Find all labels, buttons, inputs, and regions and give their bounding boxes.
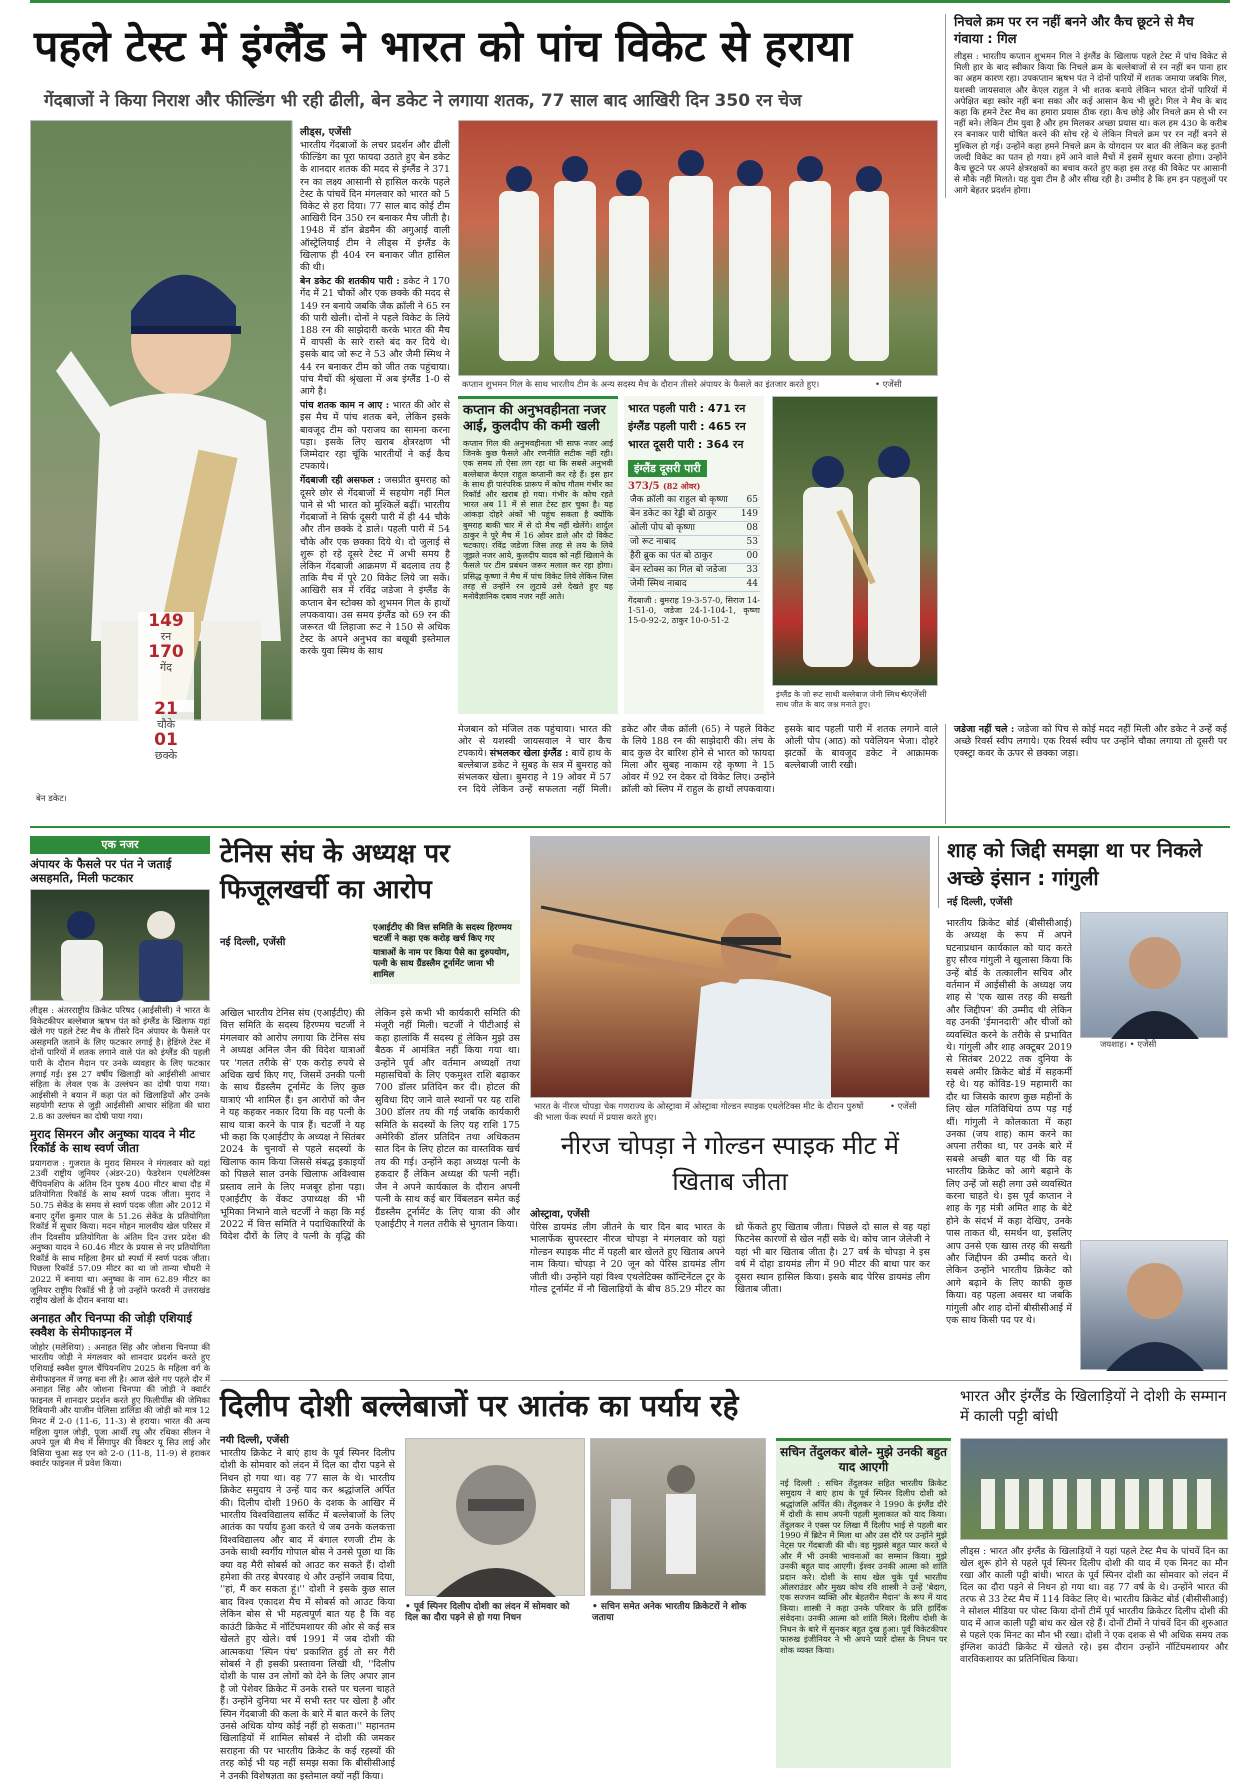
stat-balls: 170 — [148, 642, 184, 662]
scorecard-runs: 53 — [746, 537, 758, 547]
ganguly-body: भारतीय क्रिकेट बोर्ड (बीसीसीआई) के अध्यक्ष के रूप में अपने घटनाप्रधान कार्यकाल को याद करते हुए सौरव गांगुली ने खुलासा किया कि उन्हें बोर्ड के तत्कालीन सचिव और वर्तमान में आईसीसी के अध्यक्ष जय शाह से 'एक खास तरह की सख्ती और जिद्दीपन' की उम्मीद थी लेकिन वह उनकी 'ईमानदारी' और चीजों को व्यवस्थित करने के तरीके से प्रभावित थे। गांगुली और शाह अक्टूबर 2019 से सितंबर 2022 तक दुनिया के सबसे अमीर क्रिकेट बोर्ड में सहकर्मी रहे थे। यह कोविड-19 महामारी का दौर था जिसके कारण कुछ महीनों के लिए खेल गतिविधियां ठप्प पड़ गई थीं। गांगुली ने कोलकाता में कहा उनका (जय शाह) काम करने का अपना तरीका था, पर उनके बारे में सबसे अच्छी बात यह थी कि वह भारतीय क्रिकेट को आगे बढ़ाने के लिए उन्हें जो सही लगा उसे व्यवस्थित करना चाहते थे। इस पूर्व कप्तान ने शाह के गृह मंत्री अमित शाह के बेटे होने के संदर्भ में कहा देखिए, उनके पास ताकत थी, समर्थन था, इसलिए आप उनसे एक खास तरह की सख्ती और जिद्दीपन की उम्मीद करते थे। लेकिन उन्होंने भारतीय क्रिकेट को आगे बढ़ाने के लिए काफी कुछ किया। वह पहला अवसर था जबकि गांगुली और शाह दोनों बीसीसीआई में एक साथ किसी पद पर थे। — [946, 918, 1072, 1326]
neeraj-headline: नीरज चोपड़ा ने गोल्डन स्पाइक मीट में खिताब जीता — [560, 1131, 900, 1196]
doshi-byline: नयी दिल्ली, एजेंसी — [220, 1435, 289, 1446]
celebration-credit: • एजेंसी — [900, 690, 927, 700]
celebration-illustration — [773, 397, 939, 687]
team-photo-credit: • एजेंसी — [875, 380, 902, 390]
scorecard-batter: जेमी स्मिथ नाबाद — [630, 579, 687, 589]
sachin-box — [776, 1438, 951, 1768]
ganguly-byline: नई दिल्ली, एजेंसी — [947, 897, 1013, 908]
pant-side — [30, 836, 210, 1766]
pant-headline: अंपायर के फैसले पर पंत ने जताई असहमति, मिली फटकार — [30, 857, 172, 885]
main-sub-3: गेंदबाजी रही असफल : — [300, 475, 381, 487]
neeraj-illustration — [531, 837, 931, 1099]
team-caption: कप्तान शुभमन गिल के साथ भारतीय टीम के अन्य सदस्य मैच के दौरान तीसरे अंपायर के फैसले का इंतजार करते हुए। — [462, 380, 820, 390]
jayshah-photo — [1080, 912, 1228, 1038]
bowling-figures: गेंदबाजी : बुमराह 19-3-57-0, सिराज 14-1-51-0, जडेजा 24-1-104-1, कृष्णा 15-0-92-2, ठाकुर 10-0-51-2 — [628, 596, 760, 625]
scorecard-total-line — [628, 481, 760, 492]
scorecard-batter: जो रूट नाबाद — [630, 537, 676, 547]
stat-fours: 21 — [154, 699, 178, 719]
scorecard-batter: जैक क्रॉली का राहुल बो कृष्णा — [630, 495, 728, 505]
scorecard-rows — [628, 494, 760, 592]
team-illustration — [459, 121, 939, 377]
tennis-bullet-2: यात्राओं के नाम पर किया पैसे का दुरुपयोग, पत्नी के साथ ग्रैंडस्लैम टूर्नामेंट जाना भी शामिल — [373, 948, 510, 980]
armband-body: लीड्स : भारत और इंग्लैंड के खिलाड़ियों ने यहां पहले टेस्ट मैच के पांचवें दिन का खेल शुरू होने से पहले पूर्व स्पिनर दिलीप दोशी की याद में एक मिनट का मौन रखा और काली पट्टी बांधी। भारत के पूर्व स्पिनर दोशी का सोमवार को लंदन में दिल का दौरा पड़ने से निधन हो गया था। वह 77 वर्ष के थे। उन्होंने भारत की तरफ से 33 टेस्ट मैच में 114 विकेट लिए थे। भारतीय क्रिकेट बोर्ड (बीसीसीआई) ने सोशल मीडिया पर पोस्ट किया दोनों टीमें पूर्व भारतीय क्रिकेटर दिलीप दोशी की याद में आज काली पट्टी बांध कर खेल रहे हैं। दोनों टीमों ने पांचवें दिन की शुरुआत से पहले एक मिनट का मौन भी रखा। दोशी ने एक दशक से भी अधिक समय तक इंग्लिश काउंटी क्रिकेट में खेलते रहे। इस दौरान उन्होंने नॉटिंघमशायर और वारविकशायर का प्रतिनिधित्व किया। — [960, 1546, 1228, 1665]
doshi-cap-1: • पूर्व स्पिनर दिलीप दोशी का लंदन में सोमवार को दिल का दौरा पड़ने से हो गया निधन — [405, 1602, 570, 1623]
main-body-2: डकेट ने 170 गेंद में 21 चौकों और एक छक्के की मदद से 149 रन बनाये जबकि जैक क्रॉली ने 65 रन की पारी खेली। दोनों ने पहले विकेट के लिये 188 रन की साझेदारी करके भारत की मैच में वापसी के सारे रास्ते बंद कर दिये थे। इसके बाद जो रूट ने 53 और जैमी स्मिथ ने 44 रन बनाकर टीम को जीत तक पहुंचाया। पांच मैचों की श्रृंखला में अब इंग्लैंड 1-0 से आगे है। — [300, 276, 451, 398]
ganguly-illustration — [1081, 1241, 1229, 1371]
scorecard-row — [628, 536, 760, 550]
pant-body: लीड्स : अंतरराष्ट्रीय क्रिकेट परिषद (आईसीसी) ने भारत के विकेटकीपर बल्लेबाज ऋषभ पंत को इंग्लैंड के खिलाफ यहां खेले गए पहले टेस्ट मैच के तीसरे दिन अंपायर के फैसले पर असहमति जताने के लिए फटकार लगाई है। हेडिंग्ले टेस्ट में दोनों पारियों में शतक लगाने वाले पंत को इंग्लैंड की पहली पारी के दौरान मैदान पर उनके व्यवहार के लिए फटकार लगाई गई। इस 27 वर्षीय खिलाड़ी को आईसीसी आचार संहिता के लेवल एक के उल्लंघन का दोषी पाया गया। आईसीसी ने बयान में कहा पंत को खिलाड़ियों और उनके सहयोगी स्टाफ से जुड़ी आईसीसी आचार संहिता की धारा 2.8 का उल्लंघन का दोषी पाया गया। — [30, 1005, 210, 1121]
main-body-3: भारत की ओर से इस मैच में पांच शतक बने, लेकिन इसके बावजूद टीम को पराजय का सामना करना पड़ा। इसके लिए खराब क्षेत्ररक्षण भी जिम्मेदार रहा चूंकि भारतीयों ने कई कैच टपकाये। — [300, 400, 451, 473]
squash-headline: अनाहत और चिनप्पा की जोड़ी एशियाई स्क्वैश के सेमीफाइनल में — [30, 1310, 192, 1339]
ganguly-photo — [1080, 1240, 1228, 1370]
neeraj-credit: • एजेंसी — [890, 1102, 917, 1112]
scorecard-row — [628, 578, 760, 592]
main-body-4: जसप्रीत बुमराह को दूसरे छोर से गेंदबाजों में सहयोग नहीं मिल पाने से भी भारत को मुश्किलें बढ़ीं। भारतीय गेंदबाजों ने सिर्फ दूसरी पारी में ही 44 चौके और तीन छक्के दे डाले। पहली पारी में 54 चौके और एक छक्का दिये थे। दो जुलाई से शुरू हो रहे दूसरे टेस्ट में अभी समय है लेकिन गेंदबाजी आक्रमण में बदलाव तय है ताकि मैच में पूरे 20 विकेट लिये जा सकें। आखिरी सत्र में रविंद्र जडेजा ने इंग्लैंड के कप्तान बेन स्टोक्स को शुभमन गिल के हाथों लपकवाया। उस समय इंग्लैंड को 69 रन की जरूरत थी लिहाजा रूट ने 150 से अधिक टेस्ट के अपने अनुभव का बखूबी इस्तेमाल करके युवा स्मिथ के साथ — [300, 475, 450, 658]
gill-side-story — [945, 14, 1227, 198]
ganguly-story — [938, 836, 1228, 908]
scorecard-title: इंग्लैंड दूसरी पारी — [628, 460, 707, 477]
doshi-portrait — [405, 1438, 585, 1596]
captain-box — [458, 396, 618, 714]
scorecard-runs: 00 — [746, 551, 758, 561]
neeraj-body: पेरिस डायमंड लीग जीतने के चार दिन बाद भारत के भालाफेंक सुपरस्टार नीरज चोपड़ा ने मंगलवार को यहां गोल्डन स्पाइक मीट में पहली बार खेलते हुए खिताब अपने नाम किया। चोपड़ा ने 20 जून को पेरिस डायमंड लीग जीती थी। उन्होंने यहां विश्व एथलेटिक्स कॉन्टिनेंटल टूर के गोल्ड टूर्नामेंट में नौ खिलाड़ियों के बीच 85.29 मीटर का थ्रो फेंकते हुए खिताब जीता। पिछले दो साल से वह यहां फिटनेस कारणों से खेल नहीं सके थे। कोच जान जेलेजी ने यहां भी बार खिताब जीता है। 27 वर्ष के चोपड़ा ने इस वर्ष में दोहा डायमंड लीग में 90 मीटर की बाधा पार कर दूसरा स्थान हासिल किया। इसके बाद पेरिस डायमंड लीग खिताब जीता। — [530, 1222, 930, 1296]
tennis-byline: नई दिल्ली, एजेंसी — [220, 937, 286, 948]
sachin-body: नई दिल्ली : सचिन तेंदुलकर सहित भारतीय क्रिकेट समुदाय ने बाएं हाथ के पूर्व स्पिनर दिलीप दोशी को श्रद्धांजलि अर्पित की। तेंदुलकर ने 1990 के इंग्लैंड दौरे में दोशी के साथ अपनी पहली मुलाकात को याद किया। तेंदुलकर ने एक्स पर लिखा मैं दिलीप भाई से पहली बार 1990 में ब्रिटेन में मिला था और उस दौरे पर उन्होंने मुझे नेट्स पर गेंदबाजी की थी। वह मुझसे बहुत प्यार करते थे और मैं भी उनकी भावनाओं का सम्मान किया। मुझे उनकी बहुत याद आएगी। ईश्वर उनकी आत्मा को शांति प्रदान करे। दोशी के साथ खेल चुके पूर्व भारतीय ऑलराउंडर और मुख्य कोच रवि शास्त्री ने उन्हें 'बेदाग, एक सज्जन व्यक्ति और बेहतरीन मैदान' के रूप में याद किया। शास्त्री ने कहा उनके परिवार के प्रति हार्दिक संवेदना। उनकी आत्मा को शांति मिले। दिलीप दोशी के निधन के बारे में सुनकर बहुत दुख हुआ। पूर्व विकेटकीपर फारुख इंजीनियर ने भी अपने प्यारे दोस्त के निधन पर शोक व्यक्त किया। — [780, 1478, 947, 1655]
sachin-headline: सचिन तेंदुलकर बोले- मुझे उनकी बहुत याद आएगी — [780, 1445, 947, 1474]
scorecard-runs: 149 — [740, 509, 758, 519]
main-body-6: बायें हाथ के बल्लेबाज डकेट ने सुबह के सत्र में बुमराह को संभलकर खेला। बुमराह ने 19 ओवर में 57 रन दिये लेकिन उन्हें सफलता नहीं मिली। डकेट और जैक क्रॉली (65) ने पहले विकेट के लिये 188 रन की साझेदारी की। लंच के बाद कुछ देर बारिश होने से भारत को फायदा मिला और सुबह नाकाम रहे कृष्णा ने 15 ओवर में 92 रन देकर दो विकेट लिए। उन्होंने क्रॉली को स्लिप में राहुल के हाथों लपकवाया। इसके बाद पहली पारी में शतक लगाने वाले ओली पोप (आठ) को पवेलियन भेजा। दोहरे झटकों के बावजूद डकेट ने आक्रामक बल्लेबाजी जारी रखी। — [458, 724, 938, 795]
doshi-cap-2: • सचिन समेत अनेक भारतीय क्रिकेटरों ने शोक जताया — [592, 1602, 747, 1623]
doshi-bowling-illustration — [591, 1439, 767, 1597]
main-sub-1: बेन डकेट की शतकीय पारी : — [300, 276, 400, 288]
team-photo — [458, 120, 938, 376]
stats-box — [138, 612, 194, 712]
pant-illustration — [31, 890, 211, 1002]
jayshah-illustration — [1081, 913, 1229, 1039]
neeraj-photo — [530, 836, 930, 1098]
innings-1: भारत पहली पारी : 471 रन — [628, 402, 746, 415]
stat-balls-label: गेंद — [159, 661, 173, 674]
main-body-5: मेजबान को मंजिल तक पहुंचाया। भारत की ओर से यशस्वी जायसवाल ने चार कैच टपकाये। — [458, 724, 612, 759]
stat-sixes: 01 — [154, 730, 178, 750]
pant-photo — [30, 889, 210, 1001]
murad-body: प्रयागराज : गुजरात के मुराद सिमरन ने मंगलवार को यहां 23वीं राष्ट्रीय जूनियर (अंडर-20) फेडरेशन एथलेटिक्स चैंपियनशिप के अंतिम दिन पुरुष 400 मीटर बाधा दौड़ में प्रतियोगिता रिकॉर्ड के साथ स्वर्ण पदक जीता। मुराद ने 50.75 सेकेंड के समय से स्वर्ण पदक जीता और 2012 में बनाए दुर्गेश कुमार पाल के 51.26 सेकेंड के प्रतियोगिता रिकॉर्ड में सुधार किया। मदन मोहन मालवीय खेल परिसर में तीन दिवसीय प्रतियोगिता के अंतिम दिन उत्तर प्रदेश की अनुष्का यादव ने 60.46 मीटर के प्रयास से नए प्रतियोगिता रिकॉर्ड के साथ महिला हैमर थ्रो स्पर्धा में स्वर्ण पदक जीता। पिछला रिकॉर्ड 57.09 मीटर का था जो तान्या चौधरी ने 2022 में बनाया था। अनुष्का के नाम 62.89 मीटर का जूनियर राष्ट्रीय रिकॉर्ड भी है जो उन्होंने फरवरी में उत्तराखंड राष्ट्रीय खेलों के दौरान बनाया था। — [30, 1157, 210, 1306]
main-body-right — [945, 724, 1227, 824]
main-byline: लीड्स, एजेंसी — [300, 127, 352, 138]
main-sub-5: जडेजा नहीं चले : — [954, 724, 1015, 735]
scorecard-runs: 33 — [746, 565, 758, 575]
doshi-portrait-illustration — [406, 1439, 586, 1597]
main-headline: पहले टेस्ट में इंग्लैंड ने भारत को पांच विकेट से हराया — [34, 22, 853, 72]
gill-body: लीड्स : भारतीय कप्तान शुभमन गिल ने इंग्लैंड के खिलाफ पहले टेस्ट में पांच विकेट से मिली हार के बाद स्वीकार किया कि निचले क्रम के बल्लेबाजों से रन नहीं बन पाना हार का अहम कारण रहा। उपकप्तान ऋषभ पंत ने दोनों पारियों में शतक जमाया जबकि गिल, यशस्वी जायसवाल और केएल राहुल ने भी शतक बनाये लेकिन भारत दोनों पारियों में अपेक्षित बड़ा स्कोर नहीं बना सका और कई आसान कैच भी छूटे। गिल ने मैच के बाद कहा कि हमने टेस्ट मैच का हमारा प्रयास ठीक रहा। कैच छोड़े और निचले क्रम से भी रन नहीं बने। लेकिन टीम युवा है और हम मिलकर अच्छा प्रयास था। कल हम 430 के करीब रन बनाकर पारी घोषित करने की सोच रहे थे लेकिन निचले क्रम पर रन नहीं बनने से मुश्किल हो गई। उन्होंने कहा हमने निचले क्रम के योगदान पर बात की लेकिन कह इतनी जल्दी विकेट का पतन हो गया। हमें आने वाले मैचों में इसमें सुधार करना होगा। उन्होंने कैच छूटने पर अपने क्षेत्ररक्षकों का बचाव करते हुए कहा इस तरह की विकेट पर आसानी से मौके नहीं मिलते। यह युवा टीम है और सीख रही है। उम्मीद है कि हम इन पहलुओं पर आगे बेहतर प्रदर्शन होगा। — [954, 52, 1227, 197]
stat-runs-label: रन — [160, 630, 172, 643]
scorecard-batter: ओली पोप बो कृष्णा — [630, 523, 695, 533]
doshi-headline: दिलीप दोशी बल्लेबाजों पर आतंक का पर्याय रहे — [220, 1389, 739, 1424]
scorecard-runs: 08 — [746, 523, 758, 533]
armband-photo — [960, 1438, 1228, 1540]
main-sub-2: पांच शतक काम न आए : — [300, 400, 390, 412]
ganguly-headline: शाह को जिद्दी समझा था पर निकले अच्छे इंसान : गांगुली — [947, 838, 1203, 890]
doshi-bowling-photo — [590, 1438, 766, 1596]
celebration-photo — [772, 396, 938, 686]
armband-illustration — [961, 1439, 1229, 1541]
neeraj-caption: भारत के नीरज चोपड़ा चेक गणराज्य के ओस्ट्रावा में ओस्ट्रावा गोल्डन स्पाइक एथलेटिक्स मीट के दौरान पुरुषों की भाला फेंक स्पर्धा में प्रयास करते हुए। — [534, 1102, 864, 1123]
stat-sixes-label: छक्के — [154, 749, 178, 762]
tennis-bullets — [370, 920, 520, 984]
scorecard-runs: 44 — [746, 579, 758, 589]
scorecard-total: 373/5 — [628, 481, 660, 492]
doshi-body: भारतीय क्रिकेट ने बाएं हाथ के पूर्व स्पिनर दिलीप दोशी के सोमवार को लंदन में दिल का दौरा पड़ने से निधन हो गया था। वह 77 साल के थे। भारतीय क्रिकेट समुदाय ने उन्हें याद कर श्रद्धांजलि अर्पित की। दिलीप दोशी 1960 के दशक के आखिर में भारतीय विश्वविद्यालय सर्किट में बल्लेबाजों के लिए आतंक का पर्याय हुआ करते थे जब उनके कलकत्ता विश्वविद्यालय और बाद में बंगाल रणजी टीम के उनके साथी स्वर्गीय गोपाल बोस ने उनसे पूछा था कि क्या वह मैरी सोबर्स को आउट कर सकते हैं। दोशी हमेशा की तरह बेपरवाह थे और उन्होंने जवाब दिया, ''हां, मैं कर सकता हूं।'' दोशी ने इसके कुछ साल बाद विश्व एकादश मैच में सोबर्स को आउट किया लेकिन बोस से भी महत्वपूर्ण बात यह है कि वह काउंटी क्रिकेट में नॉटिंघमशायर की ओर से कई सत्र खेलते हुए खेले। वर्ष 1991 में जब दोशी की आत्मकथा 'स्पिन पंच' प्रकाशित हुई तो सर गैरी सोबर्स ने ही इसकी प्रस्तावना लिखी थी, ''दिलीप दोशी के पास उन लोगों को देने के लिए अपार ज्ञान है जो पेशेवर क्रिकेट में उनके रास्ते पर चलना चाहते हैं। उन्होंने दुनिया भर में सभी स्तर पर खेला है और स्पिन गेंदबाजी की कला के बारे में बात करने के लिए उनसे अधिक योग्य कोई नहीं हो सकता।'' महानतम खिलाड़ियों में शामिल सोबर्स ने दोशी की जमकर सराहना की पर भारतीय क्रिकेट के कई रहस्यों की तरह कोई भी यह नहीं समझ सका कि बीसीसीआई ने उनकी विशेषज्ञता का इस्तेमाल क्यों नहीं किया। — [220, 1448, 395, 1782]
scorecard — [624, 396, 764, 714]
murad-headline: मुराद सिमरन और अनुष्का यादव ने मीट रिकॉर्ड के साथ स्वर्ण जीता — [30, 1126, 195, 1155]
innings-2: इंग्लैंड पहली पारी : 465 रन — [628, 420, 746, 433]
scorecard-row — [628, 522, 760, 536]
gill-headline: निचले क्रम पर रन नहीं बनने और कैच छूटने से मैच गंवाया : गिल — [954, 15, 1194, 47]
scorecard-runs: 65 — [746, 495, 758, 505]
pant-tag: एक नजर — [30, 836, 210, 854]
main-body-col1 — [300, 140, 450, 810]
main-body-7: जडेजा को पिच से कोई मदद नहीं मिली और डकेट ने उन्हें कई अच्छे रिवर्स स्वीप लगाये। एक रिवर्स स्वीप पर उन्होंने चौका लगाया तो दूसरी पर एक्स्ट्रा कवर के ऊपर से छक्का जड़ा। — [954, 724, 1227, 759]
jayshah-caption: जयशाह। • एजेंसी — [1100, 1040, 1157, 1050]
scorecard-row — [628, 508, 760, 522]
scorecard-overs: (82 ओवर) — [662, 481, 701, 491]
section-rule — [30, 826, 1230, 828]
tennis-headline: टेनिस संघ के अध्यक्ष पर फिजूलखर्ची का आरोप — [220, 839, 450, 905]
captain-box-body: कप्तान गिल की अनुभवहीनता भी साफ नजर आई जिनके कुछ फैसले और रणनीति सटीक नहीं रही। एक समय तो ऐसा लग रहा था कि सबसे अनुभवी बल्लेबाज केएल राहुल कप्तानी कर रहे हैं। इस हार के साथ ही पारंपरिक प्रारूप में कोच गौतम गंभीर का रिकॉर्ड और खराब हो गया। गंभीर के कोच रहते भारत अब 11 में से सात टेस्ट हार चुका है। यह आंकड़ा दोहरे अंकों भी पहुंच सकता है क्योंकि बुमराह बाकी चार में से दो मैच नहीं खेलेंगे। शार्दुल ठाकुर ने पूरे मैच में 16 ओवर डाले और दो विकेट चटकाए। रविंद्र जडेजा जिस तरह से लय के लिये जूझते नजर आये, कुलदीप यादव को नहीं खिलाने के फैसले पर टीम प्रबंधन जरूर मलाल कर रहा होगा। प्रसिद्ध कृष्णा ने मैच में पांच विकेट लिये लेकिन जिस तरह से उन्होंने रन लुटाये उसे देखते हुए यह मनोवैज्ञानिक दबाव नजर नहीं आते। — [463, 439, 613, 602]
main-body-lower — [458, 724, 938, 824]
top-rule — [30, 0, 1230, 3]
innings-3: भारत दूसरी पारी : 364 रन — [628, 438, 744, 451]
scorecard-batter: बेन स्टोक्स का गिल बो जडेजा — [630, 565, 727, 575]
stat-fours-label: चौके — [156, 718, 176, 731]
duckett-caption: बेन डकेट। — [36, 794, 67, 804]
stats-box-lower — [138, 700, 194, 762]
scorecard-row — [628, 550, 760, 564]
stat-runs: 149 — [148, 611, 184, 631]
scorecard-batter: हैरी ब्रुक का पंत बो ठाकुर — [630, 551, 713, 561]
armband-headline: भारत और इंग्लैंड के खिलाड़ियों ने दोशी के सम्मान में काली पट्टी बांधी — [960, 1387, 1227, 1425]
celebration-caption: इंग्लैंड के जो रूट साथी बल्लेबाज जेमी स्मिथ के साथ जीत के बाद जश्न मनाते हुए। — [776, 690, 909, 709]
scorecard-row — [628, 494, 760, 508]
tennis-bullet-1: एआईटीए की वित्त समिति के सदस्य हिरण्मय चटर्जी ने कहा एक करोड़ खर्च किए गए — [373, 923, 512, 944]
tennis-body: अखिल भारतीय टेनिस संघ (एआईटीए) की वित्त समिति के सदस्य हिरण्मय चटर्जी ने मंगलवार को आरोप लगाया कि टेनिस संघ ने अध्यक्ष अनिल जैन की विदेश यात्राओं पर 'गलत तरीके से' एक करोड़ रुपये से अधिक खर्च किए गए, जिसमें उनकी पत्नी के साथ ग्रैंडस्लैम टूर्नामेंट के लिए कुछ यात्राएं भी शामिल हैं। इन आरोपों को जैन ने यह कहकर नकार दिया कि वह पत्नी के साथ यात्रा करने के पात्र हैं। चटर्जी ने यह भी कहा कि एआईटीए के अध्यक्ष ने सितंबर 2024 के चुनावों से पहले सदस्यों के खिलाफ काम किया जिससे संबद्ध इकाइयों को पिछले साल उनके खिलाफ अविश्वास प्रस्ताव लाने के लिए मजबूर होना पड़ा। एआईटीए के वेंकट उपाध्यक्ष की भी भूमिका निभाने वाले चटर्जी ने कहा कि मई 2022 में वित्त समिति ने पदाधिकारियों के विदेश दौरों के लिए वे पत्नी के वृद्धि की लेकिन इसे कभी भी कार्यकारी समिति की मंजूरी नहीं मिली। चटर्जी ने पीटीआई से कहा हालांकि मैं सदस्य हूं लेकिन मुझे उस बैठक में आमंत्रित नहीं किया गया था। उन्होंने पूर्व और वर्तमान अध्यक्षों तथा महासचिवों के लिए एकमुश्त राशि बढ़ाकर 700 डॉलर प्रतिदिन कर दी। होटल की सुविधा दिए जाने वाले स्थानों पर यह राशि 300 डॉलर तय की गई जबकि कार्यकारी समिति के सदस्यों के लिए यह राशि 175 अमेरिकी डॉलर प्रतिदिन तथा अधिकतम सात दिन के लिए होटल का वास्तविक खर्च तय की गई। उन्होंने कहा अध्यक्ष पत्नी के हकदार हैं लेकिन अध्यक्ष की पत्नी नहीं। जैन ने अपने कार्यकाल के दौरान अपनी पत्नी के साथ कई बार विंबलडन समेत कई ग्रैंडस्लैम टूर्नामेंट के लिए यात्रा की और एआईटीए ने गलत तरीके से भुगतान किया। — [220, 1008, 520, 1243]
scorecard-row — [628, 564, 760, 578]
main-subhead: गेंदबाजों ने किया निराश और फील्डिंग भी रही ढीली, बेन डकेट ने लगाया शतक, 77 साल बाद आखिरी दिन 350 रन चेज — [44, 91, 802, 111]
neeraj-byline: ओस्ट्रावा, एजेंसी — [530, 1209, 590, 1220]
squash-body: जोहोर (मलेशिया) : अनाहत सिंह और जोशना चिनप्पा की भारतीय जोड़ी ने मंगलवार को शानदार प्रदर्शन करते हुए एशियाई स्क्वैश युगल चैंपियनशिप 2025 के महिला वर्ग के सेमीफाइनल में जगह बना ली है। आज खेले गए पहले दौर में अनाहत सिंह और जोशना चिनप्पा की जोड़ी ने क्वार्टर फाइनल में शानदार प्रदर्शन करते हुए फिलीपींस की जेमिका रिबियानी और याजीन पेलिसा डालिडा की जोड़ी को मात्र 12 मिनट में 2-0 (11-6, 11-3) से हराया। भारत की अन्य महिला युगल जोड़ी, पूजा आर्थी रघु और रथिका सीलन ने अपने पूल बी मैच में सिंगापुर की विक्टर यू सिउ लाई और विसिया चुआ सड़ एन को 2-0 (11-8, 11-9) से हराकर क्वार्टर फाइनल में प्रवेश किया। — [30, 1341, 210, 1469]
scorecard-batter: बेन डकेट का रेड्डी बो ठाकुर — [630, 509, 717, 519]
doshi-rule — [220, 1380, 1228, 1381]
captain-box-title: कप्तान की अनुभवहीनता नजर आई, कुलदीप की कमी खली — [463, 403, 606, 434]
main-sub-4: संभलकर खेला इंग्लैंड : — [489, 748, 569, 759]
main-body-1: भारतीय गेंदबाजों के लचर प्रदर्शन और ढीली फील्डिंग का पूरा फायदा उठाते हुए बेन डकेट के शानदार शतक की मदद से इंग्लैंड ने 371 रन का लक्ष्य आसानी से हासिल करके पहले टेस्ट के पांचवें दिन मंगलवार को भारत को 5 विकेट से हरा दिया। 77 साल बाद कोई टीम आखिरी दिन 350 रन बनाकर मैच जीती है। 1948 में डॉन ब्रेडमैन की अगुआई वाली ऑस्ट्रेलियाई टीम ने लीड्स में इंग्लैंड के खिलाफ ही 404 रन बनाकर जीत हासिल की थी। — [300, 140, 450, 274]
